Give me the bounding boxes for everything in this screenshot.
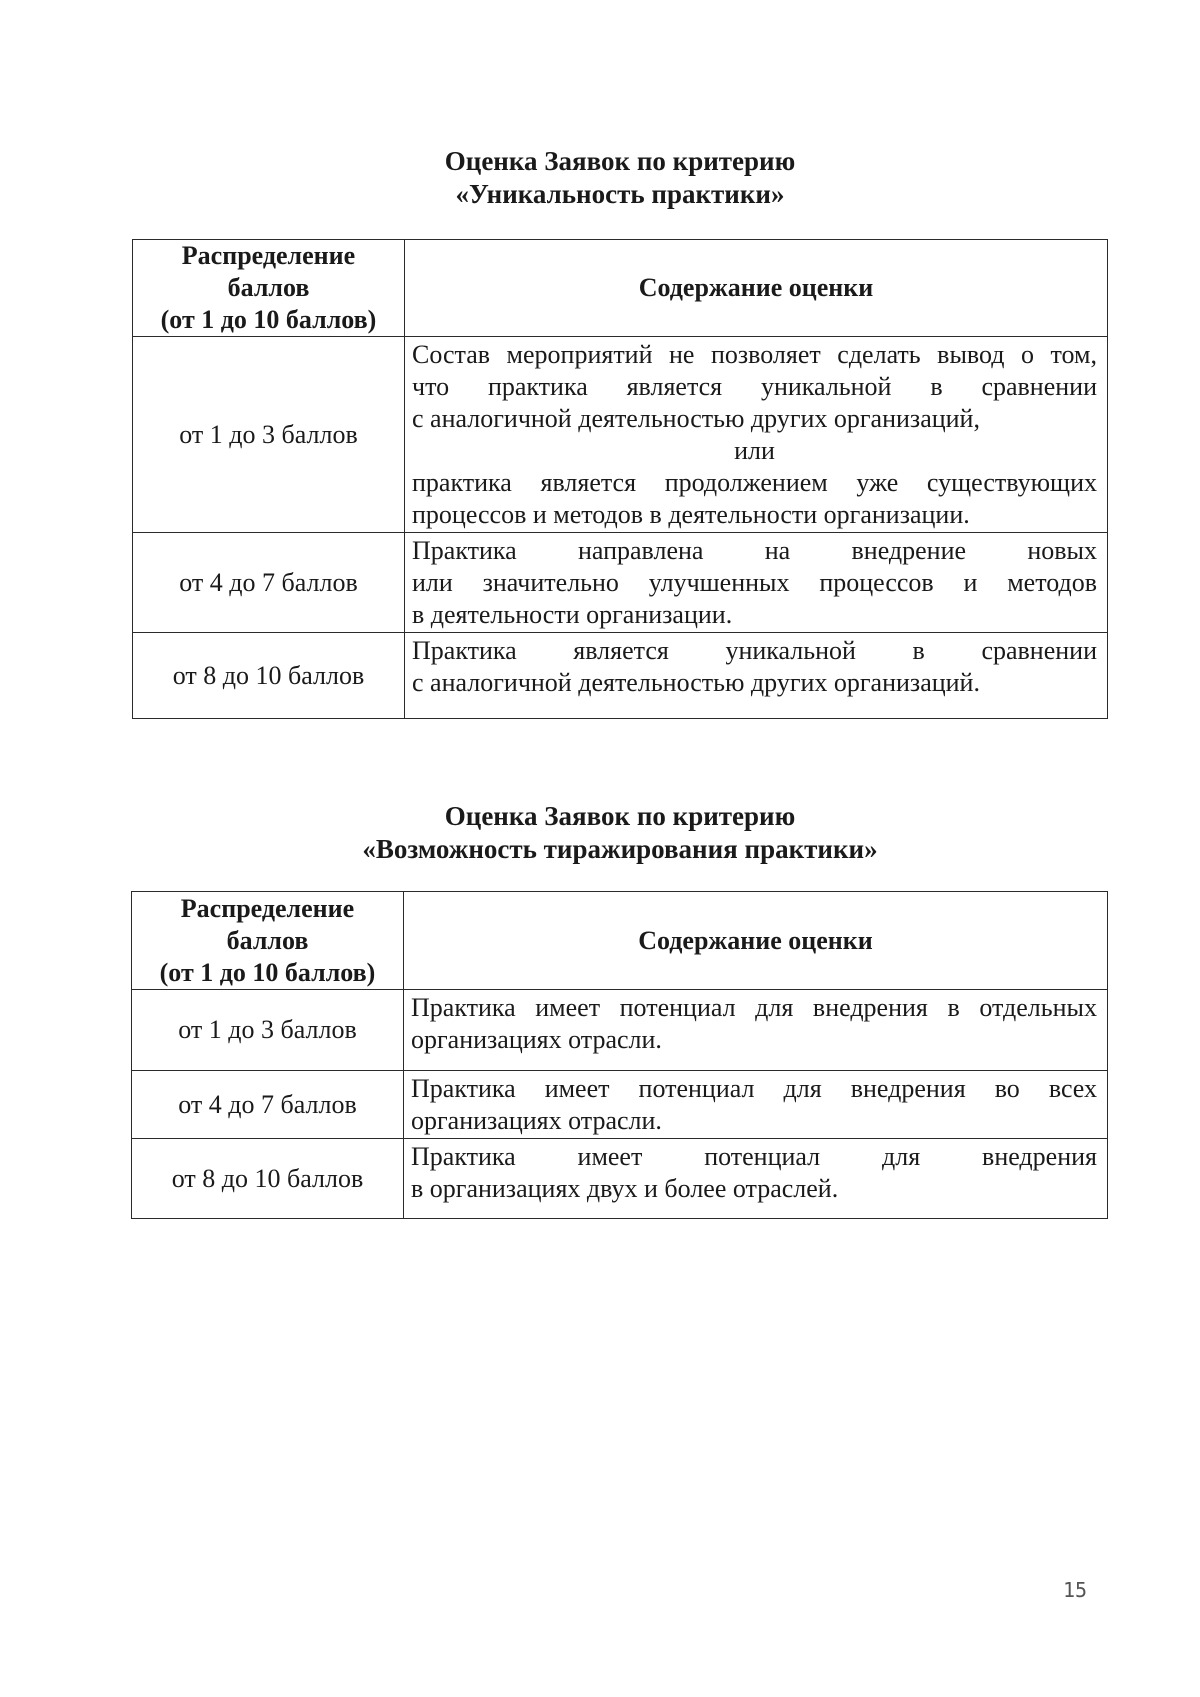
header-content-cell: Содержание оценки: [404, 892, 1108, 990]
description-line: Практика имеет потенциал для внедрения: [411, 1142, 1097, 1171]
description-line: Практика направлена на внедрение новых: [412, 536, 1097, 565]
description-line: Практика является уникальной в сравнении: [412, 636, 1097, 665]
table-row: [133, 533, 1108, 633]
table-row: [132, 1071, 1108, 1139]
score-range-cell: от 4 до 7 баллов: [132, 1071, 404, 1139]
score-range-cell: от 4 до 7 баллов: [133, 533, 405, 633]
section-title-line: Оценка Заявок по критерию: [444, 146, 796, 176]
description-line: в организациях двух и более отраслей.: [411, 1174, 839, 1203]
table-row: [132, 1139, 1108, 1219]
header-score-line: (от 1 до 10 баллов): [159, 957, 376, 987]
score-range-cell: от 1 до 3 баллов: [133, 337, 405, 533]
description-cell: [405, 337, 1108, 533]
score-range-cell: от 1 до 3 баллов: [132, 990, 404, 1071]
description-line: организациях отрасли.: [411, 1106, 662, 1135]
description-cell: [405, 533, 1108, 633]
description-cell: [404, 1139, 1108, 1219]
description-cell: [405, 633, 1108, 719]
description-line: что практика является уникальной в сравнении: [412, 372, 1097, 401]
description-line: Состав мероприятий не позволяет сделать вывод о том,: [412, 340, 1097, 369]
score-range-cell: от 8 до 10 баллов: [133, 633, 405, 719]
section-title-replicability: [0, 800, 1200, 866]
header-content-cell: Содержание оценки: [405, 240, 1108, 337]
header-score-cell: [132, 892, 404, 990]
description-line: Практика имеет потенциал для внедрения во всех: [411, 1074, 1097, 1103]
section-title-criterion: «Возможность тиражирования практики»: [362, 834, 878, 864]
description-cell: [404, 990, 1108, 1071]
description-line: или значительно улучшенных процессов и методов: [412, 568, 1097, 597]
header-score-line: баллов: [227, 273, 310, 302]
description-line: Практика имеет потенциал для внедрения в отдельных: [411, 993, 1097, 1022]
description-line: процессов и методов в деятельности организации.: [412, 500, 970, 529]
section-title-uniqueness: [0, 145, 1200, 211]
table-row: [133, 633, 1108, 719]
header-score-line: Распределение: [180, 893, 355, 923]
table-header-row: [133, 240, 1108, 337]
header-score-cell: [133, 240, 405, 337]
description-line: организациях отрасли.: [411, 1025, 662, 1054]
table-row: [132, 990, 1108, 1071]
header-score-line: Распределение: [181, 241, 356, 270]
header-score-line: (от 1 до 10 баллов): [160, 305, 377, 334]
description-line: в деятельности организации.: [412, 600, 733, 629]
score-range-cell: от 8 до 10 баллов: [132, 1139, 404, 1219]
criteria-table-uniqueness: [132, 239, 1108, 719]
criteria-table-replicability: [131, 891, 1108, 1219]
section-title-line: Оценка Заявок по критерию: [444, 801, 796, 831]
table-row: [133, 337, 1108, 533]
section-title-criterion: «Уникальность практики»: [455, 179, 785, 209]
description-cell: [404, 1071, 1108, 1139]
description-line: практика является продолжением уже существующих: [412, 468, 1097, 497]
header-score-line: баллов: [226, 925, 309, 955]
description-line: с аналогичной деятельностью других организаций,: [412, 404, 980, 433]
table-header-row: [132, 892, 1108, 990]
description-line: с аналогичной деятельностью других организаций.: [412, 668, 980, 697]
description-or: или: [734, 436, 775, 465]
page-number: 15: [1063, 1578, 1088, 1602]
